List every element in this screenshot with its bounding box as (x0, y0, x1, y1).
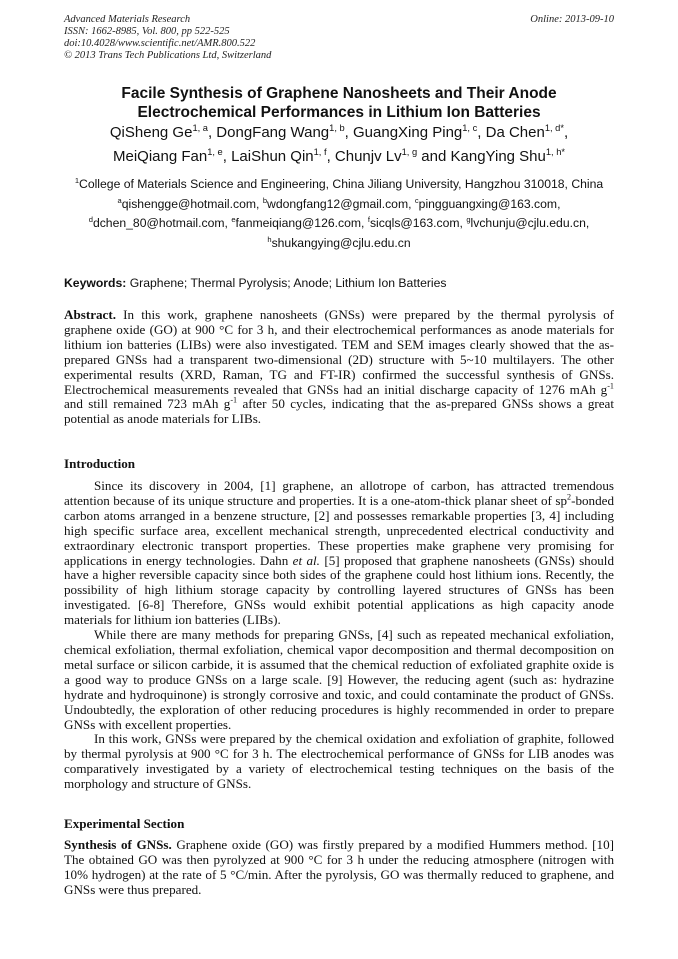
abstract-text: and still remained 723 mAh g (64, 396, 231, 412)
paragraph: While there are many methods for preparing GNSs, [4] such as repeated mechanical exfoliation, chemical exfoliation, thermal exfoliation, chemical vapor decomposition and thermal decomposition on metal surface or silicon carbide, it is assumed that the chemical reduction of exfoliated graphite oxide is a good way to produce GNSs on a large scale. [9] However, the reducing agent (such as: hydrazine hydrate and hydroquinone) is strongly corrosive and toxic, and could contaminate the product of GNSs. Undoubtedly, the exploration of other reducing procedures is highly recommended in order to prepare GNSs with excellent properties. (64, 627, 614, 732)
author-separator: and (417, 148, 451, 165)
abstract-text: after 50 cycles, indicating that the as-prepared GNSs shows a great potential as anode materials for LIBs. (64, 396, 614, 427)
affiliation-sup: 1 (74, 175, 80, 185)
email-sup: d (88, 214, 93, 224)
email-sup: g (466, 214, 471, 224)
author-separator: , (344, 124, 354, 141)
journal-name: Advanced Materials Research (64, 14, 191, 25)
keywords-text: Graphene; Thermal Pyrolysis; Anode; Lithium Ion Batteries (126, 276, 447, 290)
email-sup: b (262, 195, 268, 205)
email-sup: f (367, 214, 370, 224)
unit-exponent: -1 (230, 396, 238, 406)
section-heading-experimental: Experimental Section (64, 816, 185, 831)
affiliation (64, 175, 614, 195)
author-name: GuangXing Ping (353, 124, 463, 141)
author-separator: , (207, 124, 217, 141)
section-heading-introduction: Introduction (64, 456, 136, 471)
paragraph-text: -bonded carbon atoms arranged in a benzene structure, [2] and possesses remarkable properties [3, 4] including high specific surface area, excellent mechanical strength, unprecedented electrical conductivity and extraordinary electronic transport properties. These properties make graphene very promising for applications in energy technologies. Dahn (64, 492, 614, 568)
title-line-1: Facile Synthesis of Graphene Nanosheets and Their Anode (121, 85, 557, 102)
copyright-line: © 2013 Trans Tech Publications Ltd, Switzerland (64, 50, 272, 61)
email-link[interactable]: lvchunju@cjlu.edu.cn, (470, 216, 590, 230)
author-separator: , (222, 148, 232, 165)
author-affil-sup: 1, d* (544, 123, 564, 133)
email-link[interactable]: fanmeiqiang@126.com, (235, 216, 368, 230)
superscript: 2 (567, 492, 572, 502)
email-sup: c (414, 195, 419, 205)
paragraph (64, 479, 614, 628)
author-list (64, 121, 614, 169)
experimental-body (64, 838, 614, 898)
author-name: LaiShun Qin (231, 148, 314, 165)
abstract-label: Abstract. (64, 307, 116, 322)
affiliation-text: College of Materials Science and Engineering, China Jiliang University, Hangzhou 310018, China (79, 177, 604, 191)
paragraph: In this work, GNSs were prepared by the chemical oxidation and exfoliation of graphite, followed by thermal pyrolysis at 900 °C for 3 h. The electrochemical performance of GNSs for LIB anodes was comparatively investigated by a variety of electrochemical testing techniques on the basis of the morphology and structure of GNSs. (64, 731, 614, 792)
paragraph (64, 838, 614, 898)
abstract (64, 308, 614, 427)
email-line-2 (64, 214, 614, 234)
introduction-body (64, 479, 614, 792)
title-line-2: Electrochemical Performances in Lithium Ion Batteries (137, 104, 541, 121)
author-affil-sup: 1, c (462, 123, 478, 133)
affiliation-block (64, 175, 614, 253)
email-line-1 (64, 195, 614, 215)
email-link[interactable]: pingguangxing@163.com, (418, 196, 561, 211)
email-link[interactable]: sicqls@163.com, (369, 216, 467, 230)
issn-line: ISSN: 1662-8985, Vol. 800, pp 522-525 (64, 26, 230, 37)
author-name: Da Chen (485, 124, 545, 141)
doi-line: doi:10.4028/www.scientific.net/AMR.800.522 (64, 38, 256, 49)
author-affil-sup: 1, g (401, 147, 418, 157)
author-affil-sup: 1, h* (545, 147, 565, 157)
keywords (64, 276, 614, 291)
subsection-run-in: Synthesis of GNSs. (64, 837, 172, 852)
email-link[interactable]: qishengge@hotmail.com, (121, 196, 263, 211)
paragraph-text: Graphene oxide (GO) was firstly prepared by a modified Hummers method. [10] The obtained GO was then pyrolyzed at 900 °C for 3 h under the reducing atmosphere (nitrogen with 10% hydrogen) at the rate of 5 °C/min. After the pyrolysis, GO was thermally reduced to graphene, and GNSs were thus prepared. (64, 837, 615, 897)
email-sup: e (231, 214, 236, 224)
author-affil-sup: 1, a (192, 123, 208, 133)
email-line-3 (64, 234, 614, 254)
italic-text: et al. (292, 552, 320, 568)
email-sup: h (267, 234, 272, 244)
keywords-label: Keywords: (64, 276, 127, 290)
author-affil-sup: 1, e (207, 147, 223, 157)
author-name: DongFang Wang (216, 124, 330, 141)
paragraph-text: Since its discovery in 2004, [1] graphene, an allotrope of carbon, has attracted tremendous attention because of its unique structure and properties. It is a one-atom-thick planar sheet of sp (64, 478, 614, 508)
email-link[interactable]: shukangying@cjlu.edu.cn (271, 235, 411, 250)
email-link[interactable]: dchen_80@hotmail.com, (92, 216, 232, 230)
paper-title (64, 84, 614, 122)
email-sup: a (117, 195, 122, 205)
author-affil-sup: 1, f (313, 147, 327, 157)
author-separator: , (563, 124, 569, 141)
author-affil-sup: 1, b (329, 123, 345, 133)
author-name: MeiQiang Fan (113, 148, 208, 165)
abstract-text: In this work, graphene nanosheets (GNSs) were prepared by the thermal pyrolysis of graphene oxide (GO) at 900 °C for 3 h, and their electrochemical performances as anode materials for lithium ion batteries (LIBs) were also investigated. TEM and SEM images clearly showed that the as-prepared GNSs had a transparent two-dimensional (2D) structure with 5~10 multilayers. The other experimental results (XRD, Raman, TG and FT-IR) confirmed the successful synthesis of GNSs. Electrochemical measurements revealed that GNSs had an initial discharge capacity of 1276 mAh g (64, 307, 614, 397)
online-date: Online: 2013-09-10 (530, 14, 614, 25)
unit-exponent: -1 (607, 381, 614, 391)
paragraph-text: [5] proposed that graphene nanosheets (GNSs) should have a higher reversible capacity since both sides of the graphene could host lithium ions. Recently, the possibility of high lithium storage capacity by controlling layered structures of GNSs has been investigated. [6-8] Therefore, GNSs would exhibit potential applications as high capacity anode materials for lithium ion batteries (LIBs). (64, 552, 614, 628)
author-name: KangYing Shu (450, 148, 546, 165)
author-separator: , (326, 148, 335, 165)
email-link[interactable]: wdongfang12@gmail.com, (267, 196, 415, 211)
author-name: Chunjv Lv (334, 148, 402, 165)
journal-header (64, 14, 614, 62)
author-name: QiSheng Ge (109, 124, 193, 141)
author-separator: , (477, 124, 486, 141)
